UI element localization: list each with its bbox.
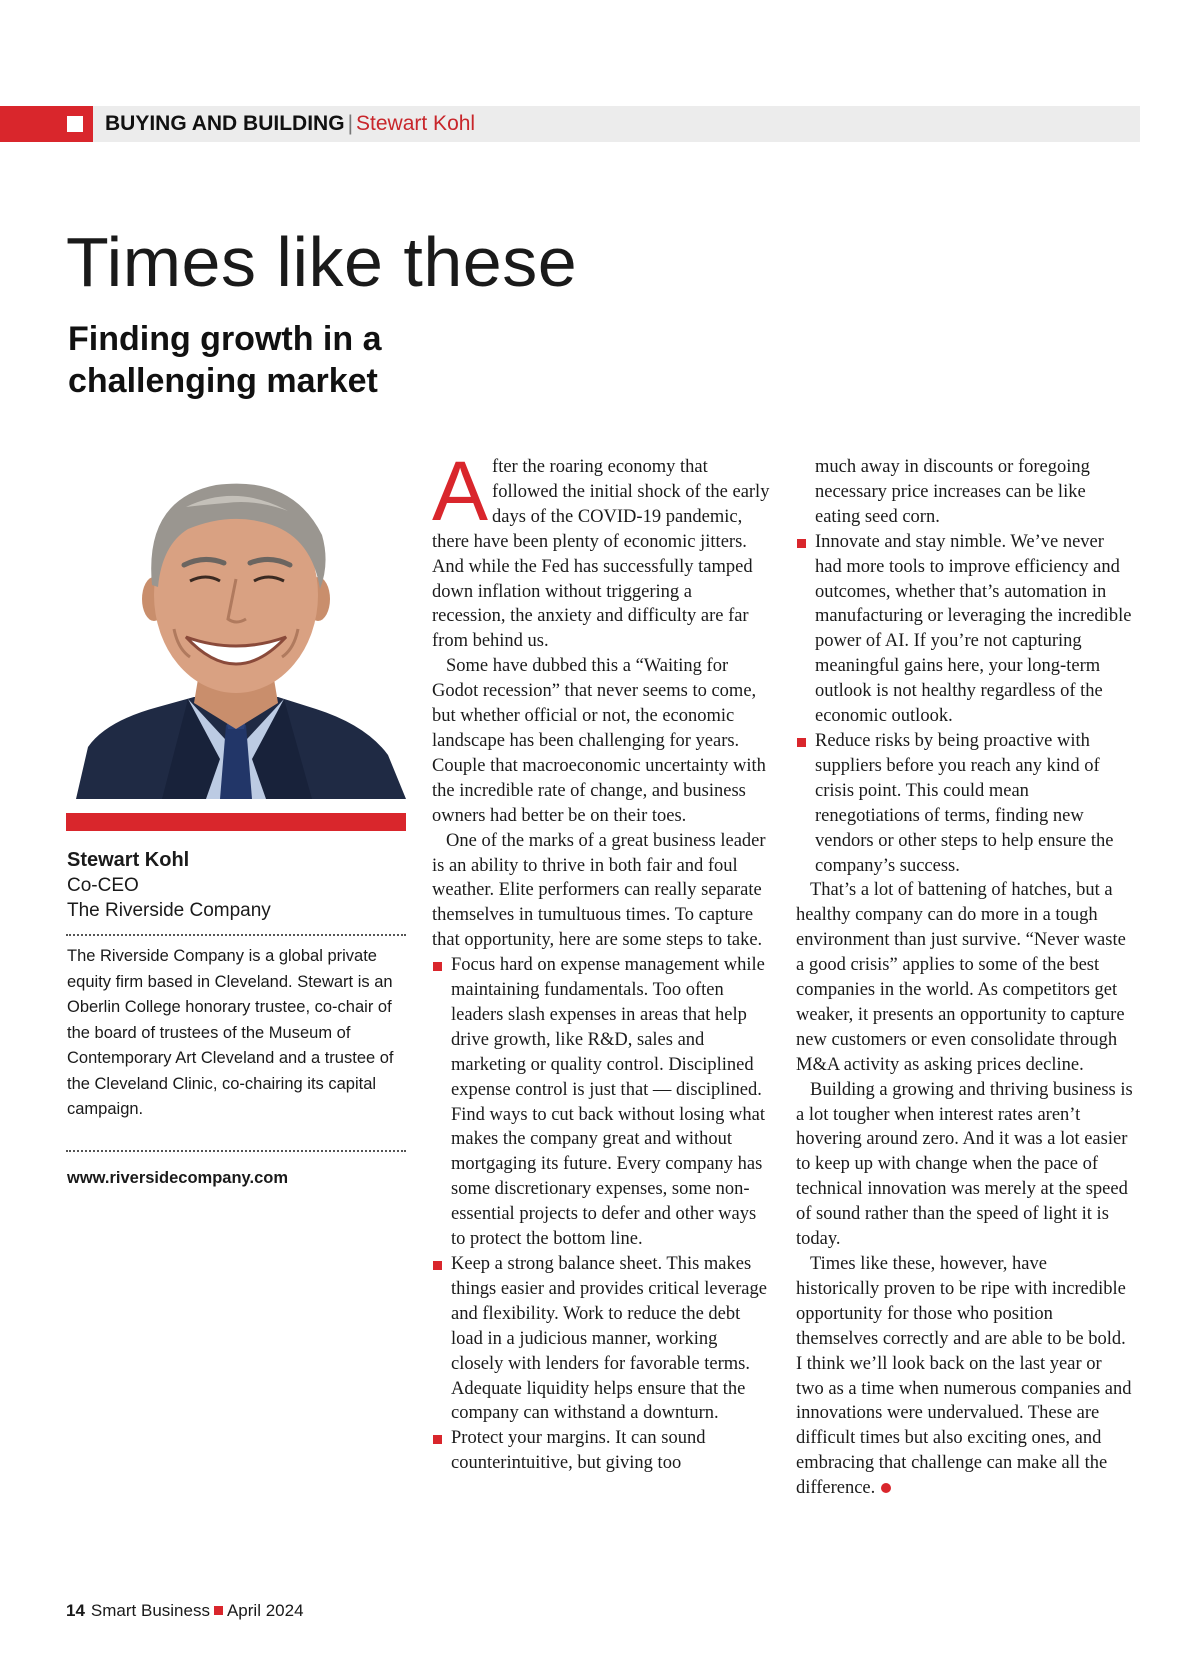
article-column-1	[432, 444, 770, 1476]
section-header	[0, 106, 1140, 142]
publication-name: Smart Business	[90, 1601, 210, 1620]
list-item	[796, 530, 1134, 729]
bullet-text: Keep a strong balance sheet. This makes things easier and provides critical leverage and flexibility. Work to reduce the debt load in a judicious manner, working closely with lenders for favorable terms. Adequate liquidity helps ensure that the company can withstand a downturn.	[451, 1254, 767, 1424]
bio-divider-bottom	[66, 1150, 406, 1152]
header-separator: |	[347, 112, 354, 135]
list-item	[432, 1252, 770, 1426]
section-label: BUYING AND BUILDING	[105, 112, 345, 135]
paragraph-3: One of the marks of a great business leader is an ability to thrive in both fair and foul weather. Elite performers can really separate themselves in tumultuous times. To capture that opportunity, here are some steps to take.	[432, 830, 766, 951]
bullet-text: Reduce risks by being proactive with suppliers before you reach any kind of crisis point. This could mean renegotiations of terms, finding new vendors or other steps to help ensure the company’s success.	[815, 730, 1114, 876]
list-item	[432, 1426, 770, 1476]
paragraph-1-text: fter the roaring economy that followed the initial shock of the early days of the COVID-19 pandemic, there have been plenty of economic jitters. And while the Fed has successfully tamped down inflation without triggering a recession, the anxiety and difficulty are far from behind us.	[432, 457, 770, 652]
header-accent-block	[0, 106, 93, 142]
bullet-text: Innovate and stay nimble. We’ve never had more tools to improve efficiency and outcomes, whether that’s automation in manufacturing or leveraging the incredible power of AI. If you’re not capturing meaningful gains here, your long-term outlook is not healthy regardless of the economic outlook.	[815, 531, 1132, 727]
article-title: Times like these	[66, 223, 578, 301]
bullet-text: Focus hard on expense management while maintaining fundamentals. Too often leaders slash expenses in areas that help drive growth, like R&D, sales and marketing or quality control. Disciplined expense control is just that — disciplined. Find ways to cut back without losing what makes the company great and without mortgaging its future. Every company has some discretionary expenses, some non-essential projects to defer and other ways to protect the bottom line.	[451, 955, 765, 1250]
paragraph-2: Some have dubbed this a “Waiting for Godot recession” that never seems to come, but whether official or not, the economic landscape has been challenging for years. Couple that macroeconomic uncertainty with the incredible rate of change, and business owners had better be on their toes.	[432, 656, 766, 826]
paragraph-6-text: Times like these, however, have historically proven to be ripe with incredible opportunity for those who position themselves correctly and are able to be bold. I think we’ll look back on the last year or two as a time when numerous companies and innovations were undervalued. These are difficult times but also exciting ones, and embracing that challenge can make all the difference.	[796, 1254, 1132, 1499]
bio-company: The Riverside Company	[67, 900, 271, 921]
bullet-square-icon	[797, 539, 806, 548]
header-square-icon	[67, 116, 83, 132]
bio-website-link[interactable]: www.riversidecompany.com	[67, 1169, 288, 1187]
list-item	[432, 953, 770, 1252]
bullet-text: Protect your margins. It can sound counterintuitive, but giving too	[451, 1428, 706, 1474]
bullet-square-icon	[433, 1261, 442, 1270]
article-subtitle: Finding growth in a challenging market	[68, 320, 382, 400]
bio-description: The Riverside Company is a global private equity firm based in Cleveland. Stewart is an Oberlin College honorary trustee, co-chair of the board of trustees of the Museum of Contemporary Art Cleveland and a trustee of the Cleveland Clinic, co-chairing its capital campaign.	[67, 947, 394, 1118]
footer-square-icon	[214, 1606, 223, 1615]
issue-date: April 2024	[226, 1601, 304, 1620]
list-item	[796, 729, 1134, 878]
paragraph-6	[796, 1252, 1134, 1501]
bio-role: Co-CEO	[67, 875, 139, 896]
end-mark-icon	[881, 1483, 891, 1493]
bullet-square-icon	[797, 738, 806, 747]
bio-name: Stewart Kohl	[67, 849, 190, 871]
paragraph-5: Building a growing and thriving business is a lot tougher when interest rates aren’t hovering around zero. And it was a lot easier to keep up with change when the pace of technical innovation was merely at the speed of sound rather than the speed of light it is today.	[796, 1079, 1133, 1250]
bullet-square-icon	[433, 962, 442, 971]
photo-divider	[66, 813, 406, 831]
paragraph-1	[432, 444, 770, 654]
drop-cap: A	[432, 444, 489, 538]
paragraph-4: That’s a lot of battening of hatches, but a healthy company can do more in a tough environment than just survive. “Never waste a good crisis” applies to some of the best companies in the world. As competitors get weaker, it presents an opportunity to capture new customers or even consolidate through M&A activity as asking prices decline.	[796, 880, 1126, 1075]
bio-divider-top	[66, 934, 406, 936]
author-photo	[66, 459, 406, 799]
list-item-continued: much away in discounts or foregoing necessary price increases can be like eating seed corn.	[815, 457, 1090, 527]
bullet-square-icon	[433, 1435, 442, 1444]
header-author: Stewart Kohl	[356, 112, 476, 135]
header-text	[105, 112, 475, 136]
page-footer	[66, 1600, 304, 1622]
article-column-2	[796, 455, 1134, 1501]
page-number: 14	[66, 1601, 85, 1620]
